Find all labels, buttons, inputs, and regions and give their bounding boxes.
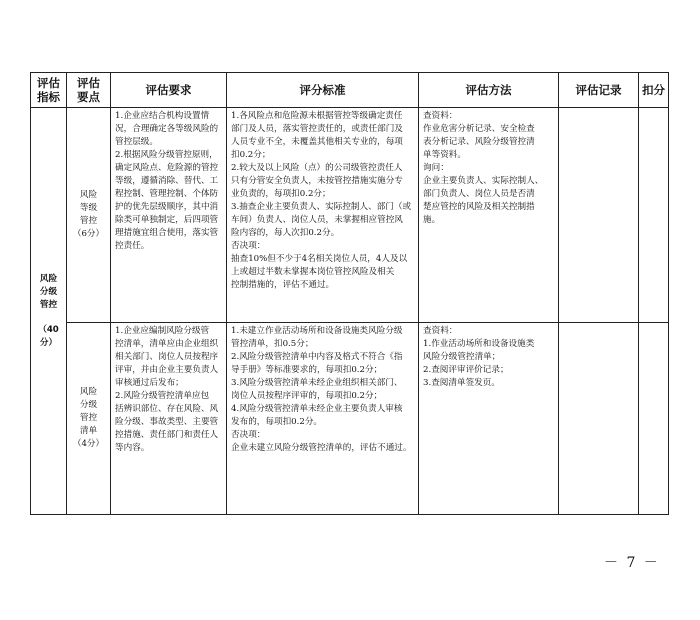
record-cell xyxy=(559,323,639,515)
requirement-line: 评审，并由企业主要负责人 xyxy=(115,365,219,375)
requirement-line: 管控层级。 xyxy=(115,137,158,147)
standard-line: 企业未建立风险分级管控清单的，评估不通过。 xyxy=(231,443,412,453)
standard-line: 险内容的，每人次扣0.2分。 xyxy=(231,228,340,238)
standard-line: 管控清单，扣0.5分； xyxy=(231,339,314,349)
method-line: 单等资料。 xyxy=(423,150,466,160)
standard-cell xyxy=(227,108,419,323)
standard-line: 1.各风险点和危险源未根据管控等级确定责任 xyxy=(231,111,403,121)
header-point-line: 评估 xyxy=(77,76,100,90)
requirement-line: 等内容。 xyxy=(115,443,150,453)
standard-line: 2.风险分级管控清单中内容及格式不符合《指 xyxy=(231,352,403,362)
indicator-cell xyxy=(31,108,67,515)
standard-line: 人员专业不全，未覆盖其他相关专业的，每项 xyxy=(231,137,403,147)
requirement-line: 括辨识部位、存在风险、风 xyxy=(115,404,219,414)
standard-line: 3.风险分级管控清单未经企业组织相关部门、 xyxy=(231,378,403,388)
page-number: － 7 － xyxy=(604,555,660,571)
method-line: 风险分级管控清单； xyxy=(423,352,501,362)
point-line: （4分） xyxy=(72,439,105,449)
point-line: 等级 xyxy=(79,203,98,213)
deduction-cell xyxy=(639,323,669,515)
header-requirement: 评估要求 xyxy=(111,73,227,108)
method-cell xyxy=(419,323,559,515)
indicator-line: 分） xyxy=(39,337,58,348)
header-point-line: 要点 xyxy=(77,90,100,104)
standard-line: 抽查10%但不少于4名相关岗位人员，4人及以 xyxy=(231,254,408,264)
requirement-line: 理措施宜组合使用，落实管 xyxy=(115,228,219,238)
method-line: 1.作业活动场所和设备设施类 xyxy=(423,339,535,349)
point-line: 清单 xyxy=(79,426,98,436)
header-indicator-line: 指标 xyxy=(37,90,60,104)
header-deduction: 扣分 xyxy=(639,73,669,108)
requirement-line: 审核通过后发布； xyxy=(115,378,184,388)
method-line: 施。 xyxy=(423,215,441,225)
point-line: 风险 xyxy=(79,190,98,200)
deduction-cell xyxy=(639,108,669,323)
standard-line: 上或超过半数未掌握本岗位管控风险及相关 xyxy=(231,267,395,277)
standard-line: 业负责的，每项扣0.2分； xyxy=(231,189,331,199)
method-line: 询问： xyxy=(423,163,449,173)
requirement-line: 2.风险分级管控清单应包 xyxy=(115,391,210,401)
standard-line: 4.风险分级管控清单未经企业主要负责人审核 xyxy=(231,404,403,414)
requirement-line: 况，合理确定各等级风险的 xyxy=(115,124,219,134)
requirement-cell xyxy=(111,108,227,323)
point-line: 管控 xyxy=(79,216,98,226)
method-line: 查资料： xyxy=(423,111,458,121)
requirement-line: 除类可单独制定，后四项管 xyxy=(115,215,219,225)
standard-line: 控制措施的，评估不通过。 xyxy=(231,280,335,290)
indicator-line: 分级 xyxy=(39,286,58,297)
point-line: 分级 xyxy=(79,400,98,410)
method-cell xyxy=(419,108,559,323)
standard-line: 否决项： xyxy=(231,430,266,440)
indicator-line: （40 xyxy=(38,324,59,335)
standard-line: 否决项： xyxy=(231,241,266,251)
point-line: （6分） xyxy=(72,229,105,239)
requirement-line: 2.根据风险分级管控原则， xyxy=(115,150,218,160)
standard-line: 部门及人员，落实管控责任的，或责任部门及 xyxy=(231,124,403,134)
standard-line: 车间）负责人、岗位人员，未掌握相应管控风 xyxy=(231,215,403,225)
method-line: 2.查阅评审评价记录； xyxy=(423,365,509,375)
table-row xyxy=(31,323,669,515)
requirement-line: 1.企业应结合机构设置情 xyxy=(115,111,210,121)
standard-line: 3.抽查企业主要负责人、实际控制人、部门（或 xyxy=(231,202,412,212)
method-line: 楚应管控的风险及相关控制措 xyxy=(423,202,535,212)
requirement-line: 1.企业应编制风险分级管 xyxy=(115,326,210,336)
table-row xyxy=(31,108,669,323)
method-line: 查资料： xyxy=(423,326,458,336)
requirement-line: 程控制、管理控制、个体防 xyxy=(115,189,219,199)
indicator-line: 管控 xyxy=(39,299,58,310)
standard-cell xyxy=(227,323,419,515)
assessment-table xyxy=(30,72,669,515)
indicator-line: 风险 xyxy=(39,273,58,284)
point-cell xyxy=(67,108,111,323)
requirement-line: 确定风险点、危险源的管控 xyxy=(115,163,219,173)
method-line: 作业危害分析记录、安全检查 xyxy=(423,124,535,134)
header-indicator-line: 评估 xyxy=(37,76,60,90)
record-cell xyxy=(559,108,639,323)
standard-line: 1.未建立作业活动场所和设备设施类风险分级 xyxy=(231,326,403,336)
standard-line: 发布的，每项扣0.2分。 xyxy=(231,417,323,427)
requirement-cell xyxy=(111,323,227,515)
method-line: 表分析记录、风险分级管控清 xyxy=(423,137,535,147)
method-line: 企业主要负责人、实际控制人、 xyxy=(423,176,544,186)
requirement-line: 护的优先层级顺序，其中消 xyxy=(115,202,219,212)
requirement-line: 控责任。 xyxy=(115,241,150,251)
standard-line: 导手册》等标准要求的，每项扣0.2分； xyxy=(231,365,383,375)
header-point xyxy=(67,73,111,108)
point-cell xyxy=(67,323,111,515)
method-line: 部门负责人、岗位人员是否清 xyxy=(423,189,535,199)
requirement-line: 控清单，清单应由企业组织 xyxy=(115,339,219,349)
point-line: 管控 xyxy=(79,413,98,423)
requirement-line: 等级，遵循消除、替代、工 xyxy=(115,176,219,186)
standard-line: 只有分管安全负责人，未按管控措施实施分专 xyxy=(231,176,403,186)
header-row xyxy=(31,73,669,108)
method-line: 3.查阅清单签发页。 xyxy=(423,378,500,388)
header-indicator xyxy=(31,73,67,108)
header-record: 评估记录 xyxy=(559,73,639,108)
requirement-line: 控措施、责任部门和责任人 xyxy=(115,430,219,440)
requirement-line: 相关部门、岗位人员按程序 xyxy=(115,352,219,362)
standard-line: 岗位人员按程序评审的，每项扣0.2分； xyxy=(231,391,383,401)
requirement-line: 险分级、事故类型、主要管 xyxy=(115,417,219,427)
point-line: 风险 xyxy=(79,387,98,397)
header-method: 评估方法 xyxy=(419,73,559,108)
standard-line: 扣0.2分； xyxy=(231,150,271,160)
standard-line: 2.较大及以上风险（点）的公司级管控责任人 xyxy=(231,163,403,173)
header-standard: 评分标准 xyxy=(227,73,419,108)
